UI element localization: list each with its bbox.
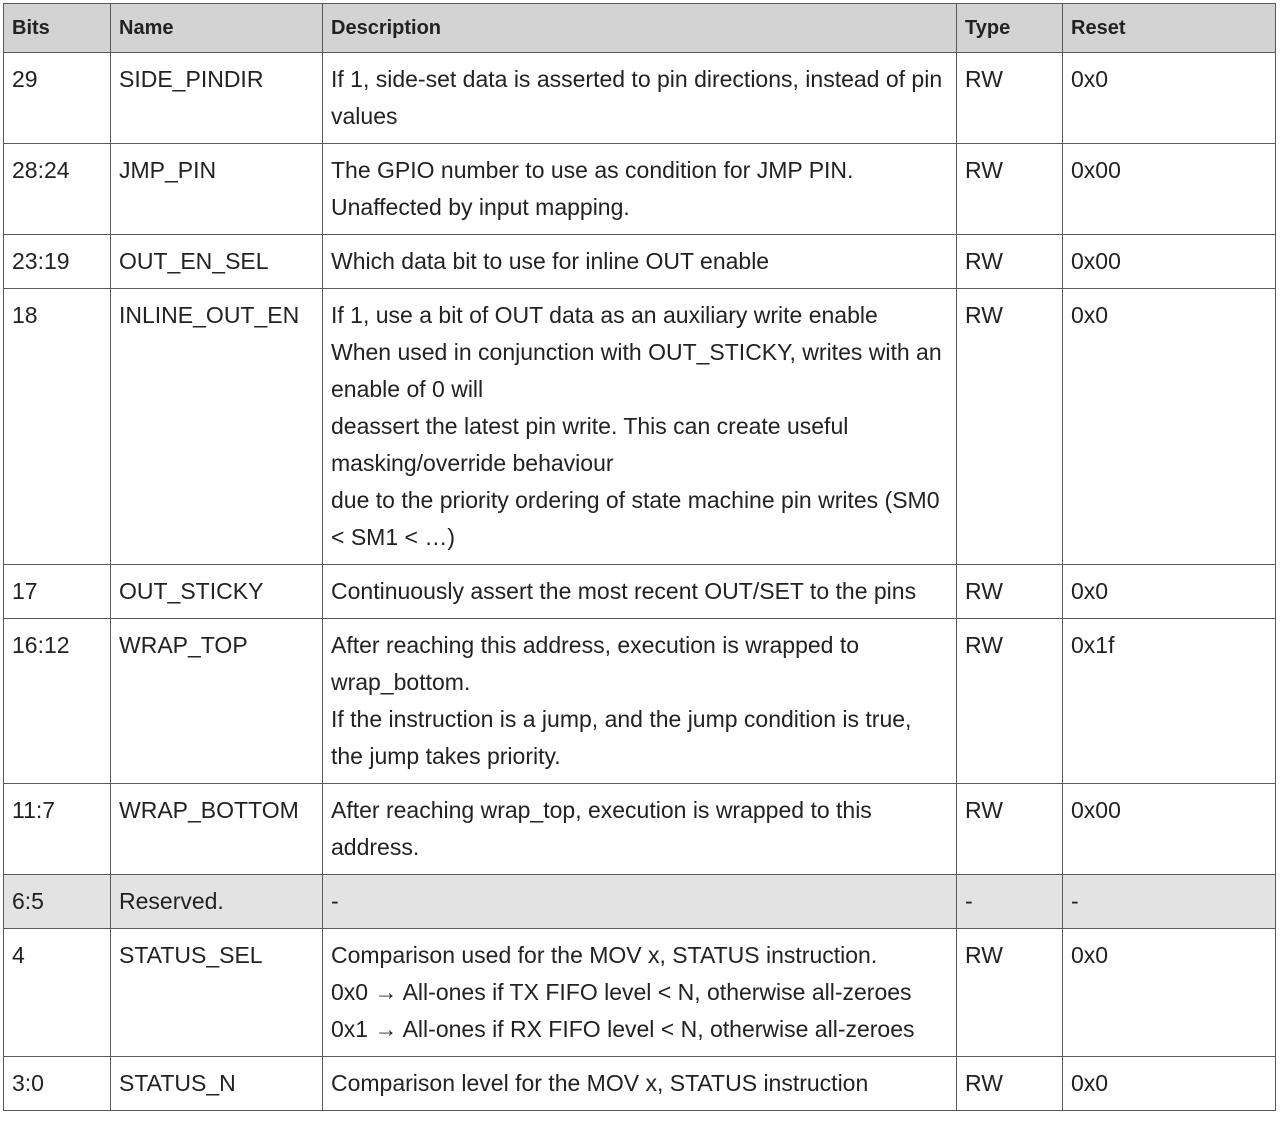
table-row	[4, 565, 1276, 619]
cell-type: -	[957, 875, 1063, 929]
cell-reset: 0x00	[1063, 235, 1276, 289]
cell-name: STATUS_SEL	[111, 929, 323, 1057]
cell-name: WRAP_TOP	[111, 619, 323, 784]
cell-description	[323, 235, 957, 289]
cell-type: RW	[957, 929, 1063, 1057]
description-line: The GPIO number to use as condition for JMP PIN.	[331, 157, 854, 183]
register-fields-table	[3, 3, 1276, 1111]
header-type: Type	[957, 4, 1063, 53]
description-line: -	[331, 888, 339, 914]
description-line: Comparison used for the MOV x, STATUS instruction.	[331, 942, 878, 968]
cell-name: OUT_STICKY	[111, 565, 323, 619]
header-description: Description	[323, 4, 957, 53]
table-row	[4, 784, 1276, 875]
description-line: If 1, side-set data is asserted to pin directions, instead of pin values	[331, 66, 943, 129]
cell-reset: 0x0	[1063, 53, 1276, 144]
table-row	[4, 929, 1276, 1057]
cell-bits: 29	[4, 53, 111, 144]
cell-bits: 18	[4, 289, 111, 565]
table-header-row	[4, 4, 1276, 53]
table-row	[4, 53, 1276, 144]
description-line: After reaching wrap_top, execution is wrapped to this address.	[331, 797, 872, 860]
description-line: Continuously assert the most recent OUT/SET to the pins	[331, 578, 917, 604]
cell-reset: 0x0	[1063, 1057, 1276, 1111]
table-row	[4, 289, 1276, 565]
description-line: 0x1 → All-ones if RX FIFO level < N, otherwise all-zeroes	[331, 1016, 915, 1042]
description-line: Comparison level for the MOV x, STATUS instruction	[331, 1070, 869, 1096]
cell-name: SIDE_PINDIR	[111, 53, 323, 144]
cell-name: OUT_EN_SEL	[111, 235, 323, 289]
header-reset: Reset	[1063, 4, 1276, 53]
table-row	[4, 1057, 1276, 1111]
cell-description	[323, 784, 957, 875]
cell-name: JMP_PIN	[111, 144, 323, 235]
description-line: If the instruction is a jump, and the jump condition is true, the jump takes priority.	[331, 706, 912, 769]
cell-type: RW	[957, 784, 1063, 875]
description-line: Which data bit to use for inline OUT enable	[331, 248, 770, 274]
table-row	[4, 875, 1276, 929]
cell-type: RW	[957, 565, 1063, 619]
table-row	[4, 144, 1276, 235]
cell-bits: 16:12	[4, 619, 111, 784]
cell-reset: 0x00	[1063, 784, 1276, 875]
cell-name: Reserved.	[111, 875, 323, 929]
description-line: Unaffected by input mapping.	[331, 194, 630, 220]
cell-description	[323, 875, 957, 929]
header-name: Name	[111, 4, 323, 53]
cell-bits: 28:24	[4, 144, 111, 235]
description-line: When used in conjunction with OUT_STICKY, writes with an enable of 0 will	[331, 339, 942, 402]
description-line: deassert the latest pin write. This can create useful masking/override behaviour	[331, 413, 849, 476]
cell-type: RW	[957, 53, 1063, 144]
cell-reset: 0x0	[1063, 289, 1276, 565]
description-line: After reaching this address, execution is wrapped to wrap_bottom.	[331, 632, 860, 695]
description-line: due to the priority ordering of state machine pin writes (SM0 < SM1 < …)	[331, 487, 940, 550]
description-line: 0x0 → All-ones if TX FIFO level < N, otherwise all-zeroes	[331, 979, 912, 1005]
cell-description	[323, 565, 957, 619]
cell-description	[323, 289, 957, 565]
register-table-container	[3, 3, 1276, 1111]
cell-bits: 4	[4, 929, 111, 1057]
cell-reset: -	[1063, 875, 1276, 929]
cell-description	[323, 53, 957, 144]
cell-reset: 0x0	[1063, 565, 1276, 619]
cell-bits: 3:0	[4, 1057, 111, 1111]
cell-reset: 0x0	[1063, 929, 1276, 1057]
cell-bits: 6:5	[4, 875, 111, 929]
cell-bits: 17	[4, 565, 111, 619]
cell-description	[323, 144, 957, 235]
cell-description	[323, 929, 957, 1057]
table-row	[4, 235, 1276, 289]
table-row	[4, 619, 1276, 784]
cell-description	[323, 1057, 957, 1111]
cell-description	[323, 619, 957, 784]
table-body	[4, 53, 1276, 1111]
cell-type: RW	[957, 1057, 1063, 1111]
cell-bits: 11:7	[4, 784, 111, 875]
cell-type: RW	[957, 619, 1063, 784]
cell-name: INLINE_OUT_EN	[111, 289, 323, 565]
cell-type: RW	[957, 289, 1063, 565]
cell-reset: 0x00	[1063, 144, 1276, 235]
cell-name: WRAP_BOTTOM	[111, 784, 323, 875]
cell-type: RW	[957, 144, 1063, 235]
description-line: If 1, use a bit of OUT data as an auxiliary write enable	[331, 302, 878, 328]
header-bits: Bits	[4, 4, 111, 53]
cell-name: STATUS_N	[111, 1057, 323, 1111]
cell-bits: 23:19	[4, 235, 111, 289]
cell-reset: 0x1f	[1063, 619, 1276, 784]
cell-type: RW	[957, 235, 1063, 289]
